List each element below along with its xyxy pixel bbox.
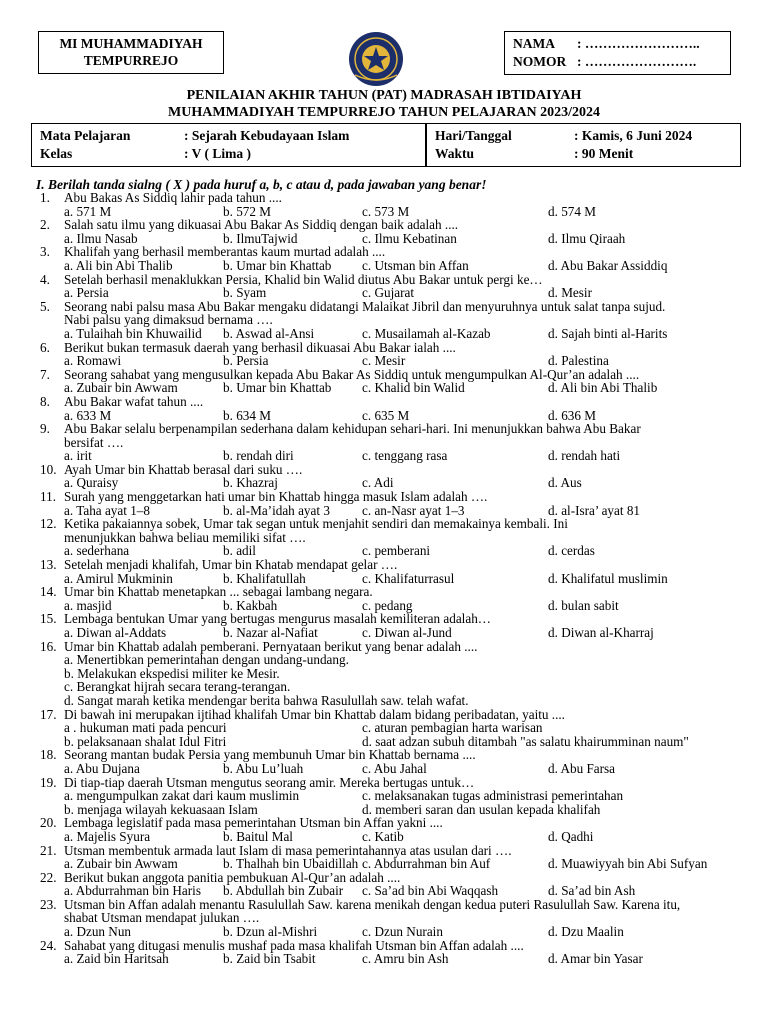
question-item: [0, 844, 768, 871]
question-text: Sahabat yang ditugasi menulis mushaf pada masa khalifah Utsman bin Affan adalah ....: [64, 937, 524, 953]
answer-options-row: [0, 735, 768, 749]
question-item: [0, 341, 768, 368]
question-number: 7.: [40, 366, 50, 382]
question-text-row: [0, 531, 768, 545]
answer-option[interactable]: d. Abu Bakar Assiddiq: [548, 257, 668, 273]
question-text-row: [0, 436, 768, 450]
question-number: 15.: [40, 611, 57, 627]
answer-options-row: [0, 327, 768, 341]
question-text: Umar bin Khattab adalah pemberani. Pernyataan berikut yang benar adalah ....: [64, 638, 478, 654]
question-number: [40, 911, 64, 925]
question-text-row: [0, 273, 768, 287]
question-text-row: [0, 422, 768, 436]
answer-option[interactable]: c. Ilmu Kebatinan: [362, 230, 457, 246]
subject-label: Mata Pelajaran: [40, 128, 131, 143]
question-text: Ayah Umar bin Khattab berasal dari suku ….: [64, 461, 303, 477]
answer-option[interactable]: d. Sangat marah ketika mendengar berita bahwa Rasulullah saw. telah wafat.: [64, 692, 469, 708]
question-item: [0, 517, 768, 558]
exam-info-box: [31, 123, 741, 167]
question-number: 18.: [40, 747, 57, 763]
answer-option[interactable]: c. Katib: [362, 828, 404, 844]
question-number: 6.: [40, 339, 50, 355]
answer-options-row: [0, 952, 768, 966]
question-text: Utsman bin Affan adalah menantu Rasulullah Saw. karena menikah dengan kedua puteri Rasulullah Saw. Karena itu,: [64, 896, 681, 912]
day-date-value: : Kamis, 6 Juni 2024: [574, 128, 693, 143]
answer-option[interactable]: a. Dzun Nun: [64, 924, 132, 940]
answer-option[interactable]: b. rendah diri: [223, 448, 294, 464]
answer-option[interactable]: c. Abdurrahman bin Auf: [362, 856, 491, 872]
question-item: [0, 463, 768, 490]
answer-options-row: [0, 232, 768, 246]
time-value: : 90 Menit: [574, 146, 634, 161]
name-label: NAMA: [513, 36, 555, 51]
question-text: Ketika pakaiannya sobek, Umar tak segan untuk menjahit sendiri dan memakainya kembali. Ini: [64, 516, 568, 532]
question-item: [0, 273, 768, 300]
answer-option[interactable]: a. Abdurrahman bin Haris: [64, 883, 201, 899]
question-item: [0, 395, 768, 422]
answer-option[interactable]: b. al-Ma’idah ayat 3: [223, 502, 330, 518]
question-item: [0, 708, 768, 749]
answer-option[interactable]: b. Baitul Mal: [223, 828, 293, 844]
answer-option[interactable]: d. Qadhi: [548, 828, 594, 844]
question-item: [0, 368, 768, 395]
question-list: [0, 191, 768, 966]
question-item: [0, 191, 768, 218]
answer-option[interactable]: c. Abu Jahal: [362, 760, 427, 776]
question-number: 20.: [40, 815, 57, 831]
school-name-box: [38, 31, 224, 74]
answer-option[interactable]: c. an-Nasr ayat 1–3: [362, 502, 465, 518]
answer-option[interactable]: c. Sa’ad bin Abi Waqqash: [362, 883, 499, 899]
question-number: [40, 313, 64, 327]
answer-option[interactable]: a. Abu Dujana: [64, 760, 140, 776]
question-text-row: [0, 558, 768, 572]
question-text-row: [0, 300, 768, 314]
question-number: 8.: [40, 393, 50, 409]
day-date-label: Hari/Tanggal: [435, 128, 512, 143]
answer-option[interactable]: d. memberi saran dan usulan kepada khalifah: [362, 801, 601, 817]
answer-option[interactable]: b. Dzun al-Mishri: [223, 924, 318, 940]
school-emblem-logo: [341, 30, 411, 88]
answer-option[interactable]: d. Amar bin Yasar: [548, 951, 643, 967]
answer-options-row: [0, 354, 768, 368]
exam-title-line2: MUHAMMADIYAH TEMPURREJO TAHUN PELAJARAN 2023/2024: [168, 105, 600, 120]
question-text: Setelah berhasil menaklukkan Persia, Khalid bin Walid diutus Abu Bakar untuk pergi ke…: [64, 271, 543, 287]
answer-option[interactable]: b. Umar bin Khattab: [223, 380, 332, 396]
answer-option[interactable]: a. Romawi: [64, 353, 122, 369]
question-text: Surah yang menggetarkan hati umar bin Khattab hingga masuk Islam adalah ….: [64, 489, 488, 505]
answer-option[interactable]: b. Zaid bin Tsabit: [223, 951, 316, 967]
question-item: [0, 640, 768, 708]
answer-option[interactable]: c. Khalifaturrasul: [362, 570, 455, 586]
answer-options-row: [0, 449, 768, 463]
answer-option[interactable]: a. Zubair bin Awwam: [64, 856, 178, 872]
answer-options-row: [0, 504, 768, 518]
answer-option[interactable]: c. Adi: [362, 475, 394, 491]
question-item: [0, 422, 768, 463]
answer-option[interactable]: a . hukuman mati pada pencuri: [64, 720, 227, 736]
answer-option[interactable]: c. melaksanakan tugas administrasi pemerintahan: [362, 788, 624, 804]
question-item: [0, 748, 768, 775]
answer-option[interactable]: c. Musailamah al-Kazab: [362, 325, 491, 341]
name-field[interactable]: : ……………………..: [577, 36, 700, 51]
question-number: [40, 436, 64, 450]
answer-option[interactable]: c. Gujarat: [362, 285, 414, 301]
answer-option[interactable]: b. Umar bin Khattab: [223, 257, 332, 273]
question-number: 5.: [40, 298, 50, 314]
question-number: 24.: [40, 937, 57, 953]
answer-option[interactable]: b. Abu Lu’luah: [223, 760, 304, 776]
question-text: Lembaga legislatif pada masa pemerintahan Utsman bin Affan yakni ....: [64, 815, 443, 831]
question-text: Utsman membentuk armada laut Islam di masa pemerintahannya atas usulan dari ….: [64, 842, 512, 858]
answer-options-row: [0, 626, 768, 640]
number-field[interactable]: : …………………….: [577, 54, 697, 69]
answer-options-row: [0, 925, 768, 939]
answer-option[interactable]: c. Dzun Nurain: [362, 924, 443, 940]
answer-option[interactable]: a. Amirul Mukminin: [64, 570, 173, 586]
answer-option[interactable]: c. Diwan al-Jund: [362, 625, 452, 640]
answer-option[interactable]: d. 574 M: [548, 203, 596, 219]
answer-option[interactable]: d. al-Isra’ ayat 81: [548, 502, 641, 518]
answer-option[interactable]: c. pemberani: [362, 543, 431, 559]
question-text: Berikut bukan anggota panitia pembukuan Al-Qur’an adalah ....: [64, 869, 401, 885]
answer-option[interactable]: d. bulan sabit: [548, 597, 619, 613]
question-number: 23.: [40, 896, 57, 912]
question-text-row: [0, 341, 768, 355]
question-number: 21.: [40, 842, 57, 858]
question-number: 11.: [40, 489, 56, 505]
answer-options-row: [0, 409, 768, 423]
answer-option[interactable]: a. sederhana: [64, 543, 130, 559]
answer-option[interactable]: a. Persia: [64, 285, 109, 301]
question-item: [0, 939, 768, 966]
question-text-row: [0, 313, 768, 327]
question-text: Abu Bakar selalu berpenampilan sederhana dalam kehidupan sehari-hari. Ini menunjukkan bahwa Abu Bakar: [64, 421, 641, 437]
answer-options-row: [0, 544, 768, 558]
answer-option[interactable]: a. masjid: [64, 597, 112, 613]
school-name-line1: MI MUHAMMADIYAH: [59, 36, 203, 51]
question-text: Di bawah ini merupakan ijtihad khalifah Umar bin Khattab dalam bidang peribadatan, yaitu ....: [64, 706, 565, 722]
answer-option[interactable]: a. Menertibkan pemerintahan dengan undang-undang.: [64, 652, 349, 668]
question-text: Seorang sahabat yang mengusulkan kepada Abu Bakar As Siddiq untuk mengumpulkan Al-Qur’an adalah ....: [64, 366, 640, 382]
question-item: [0, 300, 768, 341]
question-item: [0, 245, 768, 272]
answer-option[interactable]: d. Mesir: [548, 285, 592, 301]
answer-options-row: [0, 205, 768, 219]
question-text-row: [0, 191, 768, 205]
question-text: Abu Bakar wafat tahun ....: [64, 393, 204, 409]
answer-options-row: [0, 830, 768, 844]
question-text-row: [0, 911, 768, 925]
question-text-row: [0, 939, 768, 953]
answer-option[interactable]: b. Khazraj: [223, 475, 278, 491]
answer-option[interactable]: a. Zaid bin Haritsah: [64, 951, 169, 967]
question-item: [0, 585, 768, 612]
answer-option[interactable]: a. Zubair bin Awwam: [64, 380, 178, 396]
answer-option[interactable]: d. cerdas: [548, 543, 595, 559]
answer-option[interactable]: b. pelaksanaan shalat Idul Fitri: [64, 733, 227, 749]
question-text-row: [0, 585, 768, 599]
exam-title-line1: PENILAIAN AKHIR TAHUN (PAT) MADRASAH IBTIDAIYAH: [186, 88, 582, 103]
answer-option[interactable]: b. Nazar al-Nafiat: [223, 625, 318, 640]
answer-option[interactable]: c. pedang: [362, 597, 413, 613]
number-row: [513, 53, 730, 71]
answer-option[interactable]: d. Muawiyyah bin Abi Sufyan: [548, 856, 708, 872]
question-text: Setelah menjadi khalifah, Umar bin Khatab mendapat gelar ….: [64, 557, 398, 573]
info-divider: [425, 124, 427, 166]
answer-option[interactable]: d. Khalifatul muslimin: [548, 570, 668, 586]
question-text-row: [0, 245, 768, 259]
answer-option[interactable]: c. aturan pembagian harta warisan: [362, 720, 543, 736]
answer-options-row: [0, 286, 768, 300]
answer-options-row: [0, 381, 768, 395]
question-item: [0, 558, 768, 585]
question-number: 14.: [40, 584, 57, 600]
answer-options-row: [0, 884, 768, 898]
answer-option[interactable]: c. 635 M: [362, 407, 410, 423]
answer-option[interactable]: a. Majelis Syura: [64, 828, 151, 844]
question-text: Khalifah yang berhasil memberantas kaum murtad adalah ....: [64, 244, 386, 260]
answer-option[interactable]: a. Tulaihah bin Khuwailid: [64, 325, 202, 341]
question-text: Seorang mantan budak Persia yang membunuh Umar bin Khattab bernama ....: [64, 747, 476, 763]
question-number: 10.: [40, 461, 57, 477]
question-number: 2.: [40, 217, 50, 233]
number-label: NOMOR: [513, 54, 567, 69]
answer-option[interactable]: c. Mesir: [362, 353, 406, 369]
question-number: 9.: [40, 421, 50, 437]
answer-options-row: [0, 803, 768, 817]
question-text-row: [0, 395, 768, 409]
time-label: Waktu: [435, 146, 475, 161]
question-item: [0, 871, 768, 898]
question-text: Umar bin Khattab menetapkan ... sebagai lambang negara.: [64, 584, 373, 600]
answer-option[interactable]: b. Persia: [223, 353, 269, 369]
answer-option[interactable]: b. 634 M: [223, 407, 271, 423]
answer-option[interactable]: a. Diwan al-Addats: [64, 625, 167, 640]
school-name-line2: TEMPURREJO: [83, 53, 179, 68]
answer-option[interactable]: a. mengumpulkan zakat dari kaum muslimin: [64, 788, 300, 804]
answer-option[interactable]: a. 571 M: [64, 203, 112, 219]
question-text: shabat Utsman mendapat julukan ….: [64, 910, 260, 926]
question-number: 22.: [40, 869, 57, 885]
question-text: Abu Bakas As Siddiq lahir pada tahun ....: [64, 190, 282, 205]
answer-option[interactable]: d. Palestina: [548, 353, 609, 369]
question-text-row: [0, 368, 768, 382]
answer-option[interactable]: c. Khalid bin Walid: [362, 380, 465, 396]
question-number: 1.: [40, 190, 50, 205]
question-number: 17.: [40, 706, 57, 722]
answer-option[interactable]: c. Amru bin Ash: [362, 951, 449, 967]
question-number: 19.: [40, 774, 57, 790]
question-item: [0, 776, 768, 817]
answer-option[interactable]: d. Sajah binti al-Harits: [548, 325, 668, 341]
answer-options-row: [0, 572, 768, 586]
answer-options-row: [0, 762, 768, 776]
question-text: Seorang nabi palsu masa Abu Bakar mengaku didatangi Malaikat Jibril dan menyuruhnya untuk salat tanpa sujud.: [64, 298, 666, 314]
question-number: 16.: [40, 638, 57, 654]
answer-option[interactable]: d. Aus: [548, 475, 582, 491]
question-item: [0, 816, 768, 843]
answer-option[interactable]: c. 573 M: [362, 203, 410, 219]
answer-option[interactable]: d. rendah hati: [548, 448, 621, 464]
answer-option[interactable]: b. Syam: [223, 285, 267, 301]
question-number: 12.: [40, 516, 57, 532]
section-instruction: I. Berilah tanda sialng ( X ) pada huruf a, b, c atau d, pada jawaban yang benar!: [36, 177, 487, 192]
question-text: Berikut bukan termasuk daerah yang berhasil dikuasai Abu Bakar ialah ....: [64, 339, 456, 355]
question-number: 13.: [40, 557, 57, 573]
question-text: bersifat ….: [64, 434, 124, 450]
question-number: [40, 531, 64, 545]
class-label: Kelas: [40, 146, 73, 161]
answer-options-row: [0, 259, 768, 273]
answer-option[interactable]: b. Melakukan ekspedisi militer ke Mesir.: [64, 665, 280, 681]
answer-option[interactable]: b. Abdullah bin Zubair: [223, 883, 344, 899]
question-text-row: [0, 871, 768, 885]
answer-option[interactable]: c. Utsman bin Affan: [362, 257, 469, 273]
exam-header: [0, 87, 768, 121]
question-text: Di tiap-tiap daerah Utsman mengutus seorang amir. Mereka bertugas untuk…: [64, 774, 475, 790]
answer-option[interactable]: d. Sa’ad bin Ash: [548, 883, 636, 899]
question-item: [0, 490, 768, 517]
question-text-row: [0, 776, 768, 790]
answer-option[interactable]: b. Thalhah bin Ubaidillah: [223, 856, 359, 872]
question-text-row: [0, 898, 768, 912]
question-text-row: [0, 463, 768, 477]
answer-option[interactable]: b. Aswad al-Ansi: [223, 325, 315, 341]
student-identity-box: [504, 31, 731, 75]
answer-option[interactable]: b. menjaga wilayah kekuasaan Islam: [64, 801, 258, 817]
answer-option[interactable]: d. 636 M: [548, 407, 596, 423]
answer-option[interactable]: d. Ali bin Abi Thalib: [548, 380, 658, 396]
answer-option[interactable]: b. adil: [223, 543, 256, 559]
answer-option[interactable]: b. 572 M: [223, 203, 271, 219]
name-row: [513, 35, 730, 53]
question-text-row: [0, 844, 768, 858]
question-item: [0, 612, 768, 639]
question-item: [0, 898, 768, 939]
answer-option[interactable]: d. Ilmu Qiraah: [548, 230, 626, 246]
answer-option[interactable]: c. tenggang rasa: [362, 448, 448, 464]
answer-options-row: [0, 721, 768, 735]
answer-options-row: [0, 476, 768, 490]
answer-option[interactable]: d. Abu Farsa: [548, 760, 616, 776]
question-number: 3.: [40, 244, 50, 260]
question-text: menunjukkan bahwa beliau memiliki sifat ….: [64, 529, 306, 545]
question-text: Lembaga bentukan Umar yang bertugas mengurus masalah kemiliteran adalah…: [64, 611, 491, 627]
question-text-row: [0, 816, 768, 830]
answer-option[interactable]: b. Kakbah: [223, 597, 278, 613]
question-text-row: [0, 218, 768, 232]
answer-options-row: [0, 599, 768, 613]
question-text-row: [0, 640, 768, 654]
answer-option[interactable]: b. IlmuTajwid: [223, 230, 298, 246]
answer-option[interactable]: a. Taha ayat 1–8: [64, 502, 150, 518]
class-value: : V ( Lima ): [184, 146, 251, 161]
answer-option[interactable]: a. Quraisy: [64, 475, 119, 491]
question-text-row: [0, 708, 768, 722]
answer-option[interactable]: a. 633 M: [64, 407, 112, 423]
answer-option[interactable]: b. Khalifatullah: [223, 570, 306, 586]
answer-option[interactable]: d. Diwan al-Kharraj: [548, 625, 654, 640]
question-text-row: [0, 517, 768, 531]
question-text-row: [0, 612, 768, 626]
answer-options-row: [0, 857, 768, 871]
answer-option[interactable]: c. Berangkat hijrah secara terang-terangan.: [64, 679, 291, 695]
question-text: Nabi palsu yang dimaksud bernama ….: [64, 312, 273, 328]
answer-option[interactable]: a. Ali bin Abi Thalib: [64, 257, 173, 273]
answer-option[interactable]: d. Dzu Maalin: [548, 924, 624, 940]
answer-option[interactable]: a. Ilmu Nasab: [64, 230, 138, 246]
question-text-row: [0, 748, 768, 762]
answer-option[interactable]: d. saat adzan subuh ditambah "as salatu khairumminan naum": [362, 733, 689, 749]
question-text-row: [0, 490, 768, 504]
subject-value: : Sejarah Kebudayaan Islam: [184, 128, 350, 143]
question-item: [0, 218, 768, 245]
question-text: Salah satu ilmu yang dikuasai Abu Bakar As Siddiq dengan baik adalah ....: [64, 217, 459, 233]
question-number: 4.: [40, 271, 50, 287]
answer-options-row: [0, 789, 768, 803]
answer-option[interactable]: a. irit: [64, 448, 92, 464]
